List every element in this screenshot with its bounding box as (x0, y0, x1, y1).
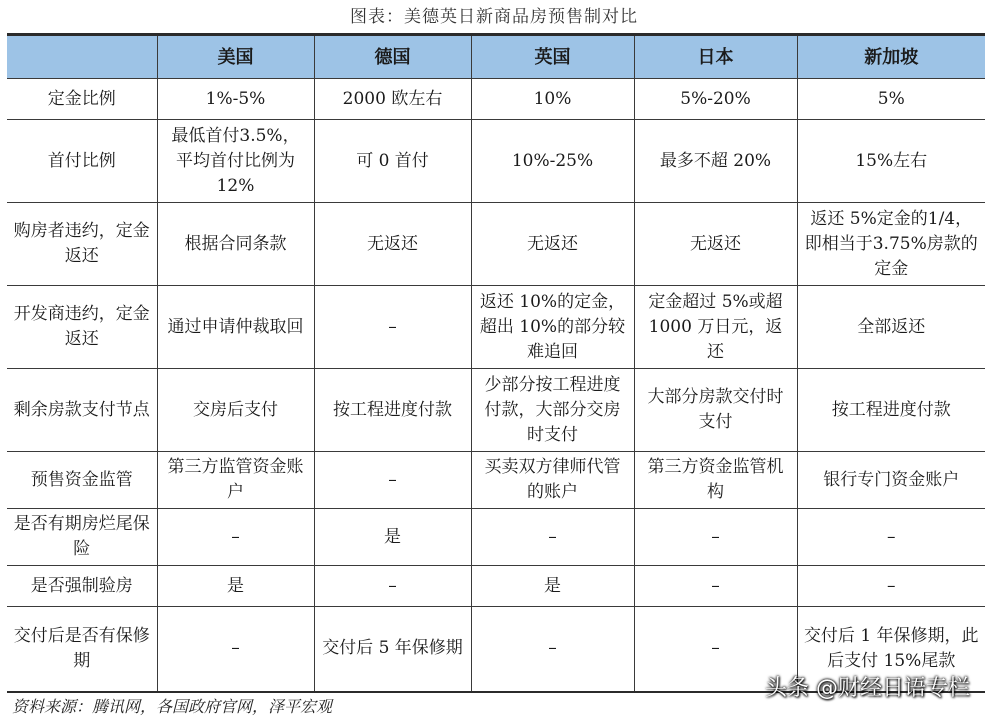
table-row (7, 286, 985, 369)
table-cell: – (797, 566, 985, 607)
table-cell: 按工程进度付款 (797, 369, 985, 452)
table-cell: 全部返还 (797, 286, 985, 369)
row-label: 购房者违约，定金返还 (7, 203, 157, 286)
table-cell: 2000 欧左右 (314, 79, 471, 120)
header-cell-usa: 美国 (157, 35, 314, 79)
table-cell: – (314, 286, 471, 369)
table-cell: 根据合同条款 (157, 203, 314, 286)
table-row (7, 120, 985, 203)
table-cell: – (634, 509, 797, 566)
header-cell-germany: 德国 (314, 35, 471, 79)
table-cell: 无返还 (314, 203, 471, 286)
table-cell: 最多不超 20% (634, 120, 797, 203)
table-cell: 10% (471, 79, 634, 120)
row-label: 是否强制验房 (7, 566, 157, 607)
table-cell: 最低首付3.5%，平均首付比例为 12% (157, 120, 314, 203)
table-cell: 通过申请仲裁取回 (157, 286, 314, 369)
table-cell: – (157, 607, 314, 692)
table-cell: 可 0 首付 (314, 120, 471, 203)
table-cell: 第三方资金监管机构 (634, 452, 797, 509)
table-cell: 1%-5% (157, 79, 314, 120)
header-row (7, 35, 985, 79)
table-cell: 交房后支付 (157, 369, 314, 452)
table-cell: – (471, 607, 634, 692)
table-row (7, 79, 985, 120)
header-cell-uk: 英国 (471, 35, 634, 79)
header-cell-singapore: 新加坡 (797, 35, 985, 79)
table-cell: 是 (157, 566, 314, 607)
table-cell: 是 (314, 509, 471, 566)
table-cell: – (157, 509, 314, 566)
table-cell: 按工程进度付款 (314, 369, 471, 452)
table-cell: 交付后 1 年保修期，此后支付 15%尾款 (803, 625, 979, 671)
table-row (7, 452, 985, 509)
row-label: 首付比例 (7, 120, 157, 203)
table-cell: 第三方监管资金账户 (157, 452, 314, 509)
table-row (7, 203, 985, 286)
source-note: 资料来源：腾讯网，各国政府官网，泽平宏观 (12, 697, 333, 716)
table-cell: – (314, 452, 471, 509)
row-label: 剩余房款支付节点 (7, 369, 157, 452)
table-cell: – (797, 509, 985, 566)
row-label: 开发商违约，定金返还 (7, 286, 157, 369)
table-cell: 无返还 (471, 203, 634, 286)
table-cell: 银行专门资金账户 (797, 452, 985, 509)
table-cell: 返还 5%定金的1/4，即相当于3.75%房款的定金 (797, 203, 985, 286)
table-cell: 无返还 (634, 203, 797, 286)
table-row (7, 566, 985, 607)
table-cell: 少部分按工程进度付款，大部分交房时支付 (471, 369, 634, 452)
table-cell: 10%-25% (471, 120, 634, 203)
table-cell: 15%左右 (797, 120, 985, 203)
table-cell: 返还 10%的定金，超出 10%的部分较难追回 (471, 286, 634, 369)
row-label: 是否有期房烂尾保险 (7, 509, 157, 566)
table-cell: – (634, 607, 797, 692)
table-row (7, 509, 985, 566)
table-row (7, 369, 985, 452)
table-cell: – (314, 566, 471, 607)
header-cell-japan: 日本 (634, 35, 797, 79)
table-cell: 定金超过 5%或超 1000 万日元，返还 (634, 286, 797, 369)
table-cell: 5%-20% (634, 79, 797, 120)
table-cell: – (634, 566, 797, 607)
table-cell: 5% (797, 79, 985, 120)
chart-title: 图表：美德英日新商品房预售制对比 (350, 7, 638, 27)
table-cell: 大部分房款交付时支付 (634, 369, 797, 452)
table-cell: 交付后 5 年保修期 (314, 607, 471, 692)
row-label: 定金比例 (7, 79, 157, 120)
table-cell: 是 (471, 566, 634, 607)
table-cell: 买卖双方律师代管的账户 (471, 452, 634, 509)
comparison-table (7, 33, 985, 693)
header-cell-empty (7, 35, 157, 79)
row-label: 预售资金监管 (7, 452, 157, 509)
row-label: 交付后是否有保修期 (7, 607, 157, 692)
table-cell: – (471, 509, 634, 566)
watermark: 头条 @财经日语专栏 (765, 676, 970, 701)
